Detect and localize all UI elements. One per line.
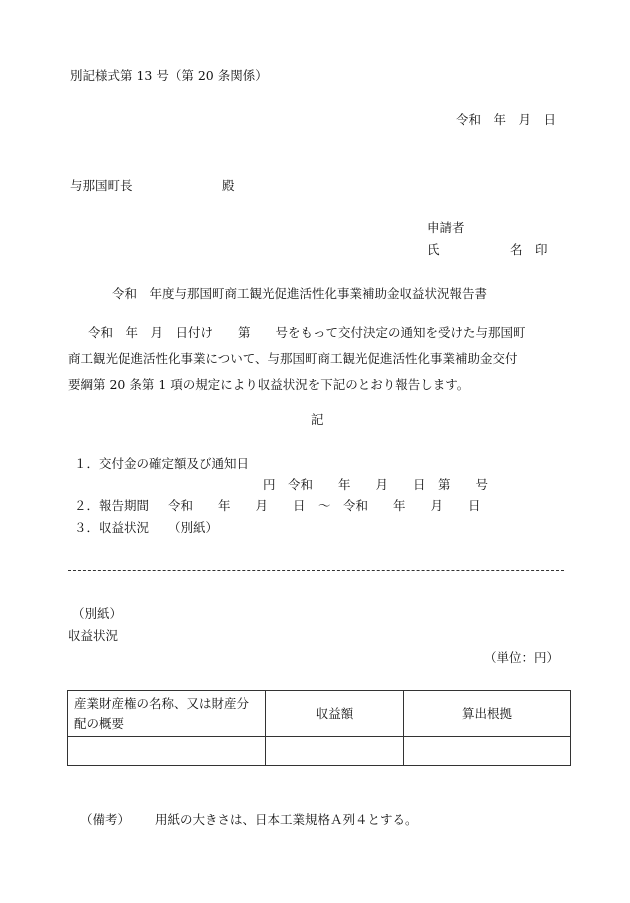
addressee-honorific: 殿 (222, 178, 235, 193)
remarks-text: 用紙の大きさは、日本工業規格Ａ列４とする。 (155, 812, 418, 827)
income-table (67, 690, 571, 766)
body-line: 商工観光促進活性化事業について、与那国町商工観光促進活性化事業補助金交付 (68, 351, 518, 366)
addressee-name: 与那国町長 (70, 178, 133, 193)
separator-line (68, 570, 564, 571)
table-header-cell: 収益額 (266, 691, 404, 737)
applicant-seal-label: 名 印 (510, 242, 548, 257)
table-header-cell: 算出根拠 (404, 691, 571, 737)
body-paragraph (68, 320, 588, 398)
table-header-cell: 産業財産権の名称、又は財産分配の概要 (68, 691, 266, 737)
item2-label: ２．報告期間 (74, 498, 150, 513)
item1-label: １．交付金の確定額及び通知日 (74, 456, 250, 471)
document-title: 令和 年度与那国町商工観光促進活性化事業補助金収益状況報告書 (112, 286, 488, 301)
ki-heading: 記 (311, 412, 324, 427)
unit-label: （単位：円） (484, 650, 560, 665)
body-line: 要綱第 20 条第 1 項の規定により収益状況を下記のとおり報告します。 (68, 377, 470, 392)
item3-value: （別紙） (168, 520, 219, 535)
item3-label: ３．収益状況 (74, 520, 150, 535)
applicant-label: 申請者 (427, 220, 465, 235)
form-number: 別記様式第 13 号（第 20 条関係） (70, 68, 268, 83)
item2-value: 令和 年 月 日 ～ 令和 年 月 日 (168, 498, 481, 513)
table-cell (404, 737, 571, 766)
table-cell (68, 737, 266, 766)
item1-value: 円 令和 年 月 日 第 号 (263, 477, 489, 492)
attachment-label: （別紙） (72, 606, 123, 621)
attachment-heading: 収益状況 (68, 628, 119, 643)
table-header-row (68, 691, 571, 737)
remarks-label: （備考） (80, 812, 131, 827)
date-line: 令和 年 月 日 (456, 112, 557, 127)
body-line: 令和 年 月 日付け 第 号をもって交付決定の通知を受けた与那国町 (88, 325, 526, 340)
table-cell (266, 737, 404, 766)
applicant-name-label: 氏 (427, 242, 440, 257)
table-row (68, 737, 571, 766)
